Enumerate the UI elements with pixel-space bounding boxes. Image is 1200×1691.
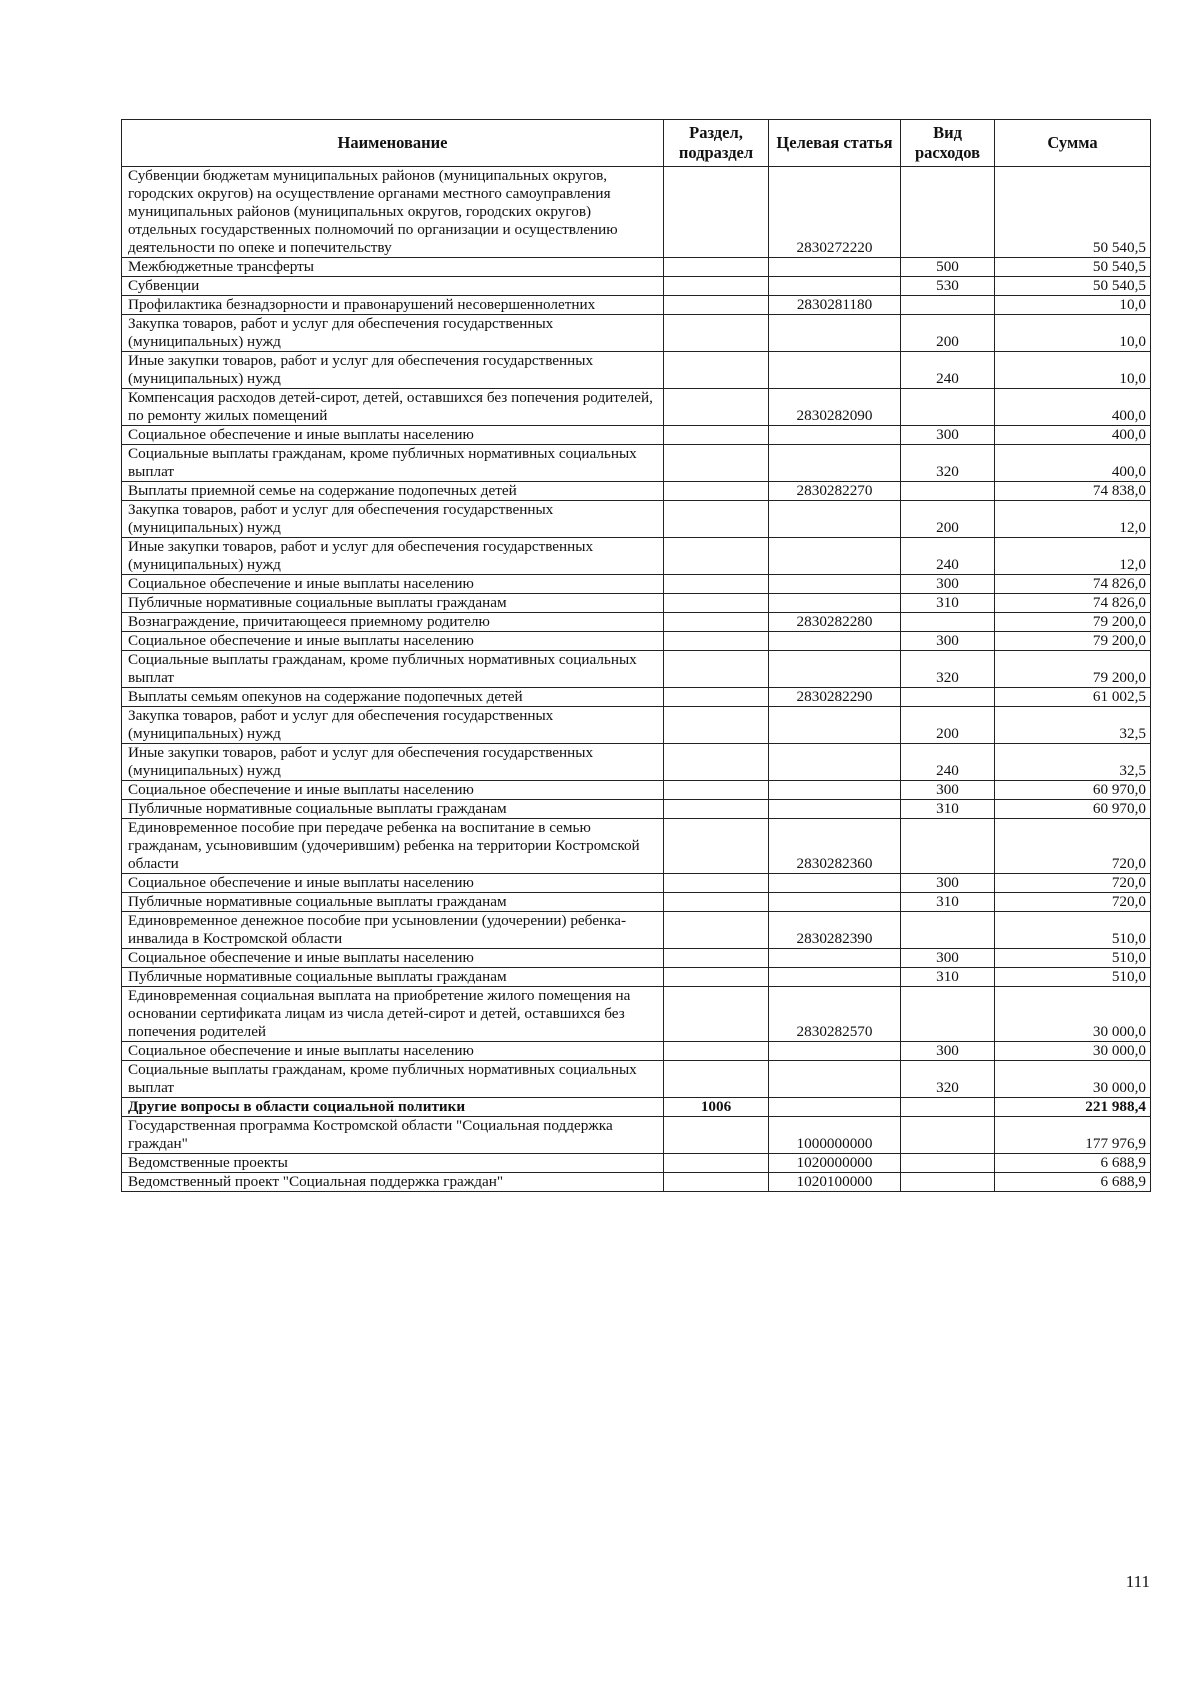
- cell-amount: 32,5: [995, 744, 1151, 781]
- cell-target: 2830282570: [769, 987, 901, 1042]
- table-row: [122, 688, 1151, 707]
- cell-name: Ведомственные проекты: [122, 1154, 664, 1173]
- cell-section: [664, 613, 769, 632]
- cell-target: [769, 1061, 901, 1098]
- cell-amount: 720,0: [995, 819, 1151, 874]
- cell-amount: 6 688,9: [995, 1173, 1151, 1192]
- cell-section: [664, 389, 769, 426]
- table-row: [122, 987, 1151, 1042]
- cell-section: [664, 707, 769, 744]
- cell-name: Выплаты семьям опекунов на содержание подопечных детей: [122, 688, 664, 707]
- table-row: [122, 651, 1151, 688]
- cell-expense-type: 240: [901, 538, 995, 575]
- header-expense-type: Вид расходов: [901, 120, 995, 167]
- cell-expense-type: 300: [901, 575, 995, 594]
- cell-expense-type: [901, 167, 995, 258]
- cell-target: [769, 632, 901, 651]
- cell-expense-type: 310: [901, 893, 995, 912]
- cell-expense-type: [901, 987, 995, 1042]
- cell-target: [769, 501, 901, 538]
- cell-name: Закупка товаров, работ и услуг для обеспечения государственных (муниципальных) нужд: [122, 315, 664, 352]
- cell-expense-type: 300: [901, 949, 995, 968]
- table-row: [122, 352, 1151, 389]
- cell-name: Государственная программа Костромской области "Социальная поддержка граждан": [122, 1117, 664, 1154]
- cell-section: [664, 315, 769, 352]
- cell-section: [664, 575, 769, 594]
- cell-name: Социальное обеспечение и иные выплаты населению: [122, 575, 664, 594]
- table-body: [122, 167, 1151, 1192]
- cell-amount: 221 988,4: [995, 1098, 1151, 1117]
- cell-name: Субвенции: [122, 277, 664, 296]
- cell-section: [664, 968, 769, 987]
- cell-amount: 74 826,0: [995, 575, 1151, 594]
- cell-amount: 74 838,0: [995, 482, 1151, 501]
- cell-amount: 60 970,0: [995, 800, 1151, 819]
- table-row: [122, 632, 1151, 651]
- cell-expense-type: 300: [901, 781, 995, 800]
- cell-section: [664, 819, 769, 874]
- cell-target: [769, 426, 901, 445]
- cell-target: [769, 1042, 901, 1061]
- cell-name: Публичные нормативные социальные выплаты гражданам: [122, 968, 664, 987]
- cell-section: [664, 167, 769, 258]
- cell-amount: 720,0: [995, 893, 1151, 912]
- cell-target: 2830282360: [769, 819, 901, 874]
- table-row: [122, 389, 1151, 426]
- cell-section: [664, 987, 769, 1042]
- table-row: [122, 594, 1151, 613]
- cell-section: 1006: [664, 1098, 769, 1117]
- cell-target: [769, 575, 901, 594]
- cell-section: [664, 277, 769, 296]
- cell-expense-type: [901, 482, 995, 501]
- cell-amount: 30 000,0: [995, 1042, 1151, 1061]
- cell-target: [769, 893, 901, 912]
- header-target: Целевая статья: [769, 120, 901, 167]
- cell-section: [664, 445, 769, 482]
- cell-section: [664, 1061, 769, 1098]
- cell-target: 2830282280: [769, 613, 901, 632]
- cell-expense-type: 310: [901, 800, 995, 819]
- cell-expense-type: [901, 1154, 995, 1173]
- table-row: [122, 1042, 1151, 1061]
- cell-expense-type: 300: [901, 426, 995, 445]
- cell-section: [664, 1173, 769, 1192]
- cell-section: [664, 594, 769, 613]
- table-row: [122, 575, 1151, 594]
- table-row: [122, 893, 1151, 912]
- cell-expense-type: 200: [901, 707, 995, 744]
- table-row: [122, 707, 1151, 744]
- cell-section: [664, 538, 769, 575]
- cell-expense-type: 310: [901, 594, 995, 613]
- cell-expense-type: 320: [901, 1061, 995, 1098]
- table-row: [122, 912, 1151, 949]
- cell-target: [769, 315, 901, 352]
- cell-target: [769, 781, 901, 800]
- cell-target: 2830282390: [769, 912, 901, 949]
- table-row: [122, 949, 1151, 968]
- cell-name: Публичные нормативные социальные выплаты гражданам: [122, 893, 664, 912]
- cell-amount: 12,0: [995, 538, 1151, 575]
- cell-section: [664, 874, 769, 893]
- cell-amount: 510,0: [995, 968, 1151, 987]
- cell-section: [664, 258, 769, 277]
- cell-section: [664, 1154, 769, 1173]
- table-row: [122, 538, 1151, 575]
- table-row: [122, 744, 1151, 781]
- cell-expense-type: 310: [901, 968, 995, 987]
- cell-target: 2830272220: [769, 167, 901, 258]
- cell-expense-type: 500: [901, 258, 995, 277]
- cell-name: Социальное обеспечение и иные выплаты населению: [122, 781, 664, 800]
- table-row: [122, 613, 1151, 632]
- cell-name: Другие вопросы в области социальной политики: [122, 1098, 664, 1117]
- cell-expense-type: [901, 296, 995, 315]
- cell-target: [769, 277, 901, 296]
- table-row: [122, 258, 1151, 277]
- cell-amount: 10,0: [995, 296, 1151, 315]
- cell-amount: 60 970,0: [995, 781, 1151, 800]
- cell-name: Вознаграждение, причитающееся приемному родителю: [122, 613, 664, 632]
- cell-amount: 74 826,0: [995, 594, 1151, 613]
- cell-section: [664, 688, 769, 707]
- cell-name: Иные закупки товаров, работ и услуг для обеспечения государственных (муниципальных) нужд: [122, 744, 664, 781]
- table-row: [122, 445, 1151, 482]
- table-row: [122, 1117, 1151, 1154]
- cell-name: Закупка товаров, работ и услуг для обеспечения государственных (муниципальных) нужд: [122, 501, 664, 538]
- cell-amount: 10,0: [995, 352, 1151, 389]
- cell-amount: 400,0: [995, 445, 1151, 482]
- cell-amount: 10,0: [995, 315, 1151, 352]
- cell-expense-type: 320: [901, 651, 995, 688]
- cell-target: [769, 651, 901, 688]
- cell-target: [769, 949, 901, 968]
- cell-section: [664, 426, 769, 445]
- cell-amount: 79 200,0: [995, 613, 1151, 632]
- cell-name: Социальное обеспечение и иные выплаты населению: [122, 874, 664, 893]
- table-row: [122, 819, 1151, 874]
- cell-expense-type: [901, 1117, 995, 1154]
- cell-name: Социальное обеспечение и иные выплаты населению: [122, 426, 664, 445]
- cell-amount: 400,0: [995, 426, 1151, 445]
- cell-expense-type: 200: [901, 315, 995, 352]
- table-row: [122, 968, 1151, 987]
- cell-name: Социальное обеспечение и иные выплаты населению: [122, 949, 664, 968]
- cell-amount: 510,0: [995, 912, 1151, 949]
- cell-target: [769, 1098, 901, 1117]
- header-name: Наименование: [122, 120, 664, 167]
- cell-target: 1020100000: [769, 1173, 901, 1192]
- table-header-row: [122, 120, 1151, 167]
- cell-section: [664, 912, 769, 949]
- cell-amount: 177 976,9: [995, 1117, 1151, 1154]
- cell-section: [664, 501, 769, 538]
- table-row: [122, 800, 1151, 819]
- cell-name: Социальные выплаты гражданам, кроме публичных нормативных социальных выплат: [122, 651, 664, 688]
- cell-amount: 12,0: [995, 501, 1151, 538]
- cell-expense-type: 300: [901, 1042, 995, 1061]
- cell-target: [769, 594, 901, 613]
- cell-expense-type: 530: [901, 277, 995, 296]
- cell-expense-type: 240: [901, 744, 995, 781]
- cell-section: [664, 482, 769, 501]
- cell-target: [769, 352, 901, 389]
- cell-section: [664, 352, 769, 389]
- table-row: [122, 1061, 1151, 1098]
- cell-name: Социальные выплаты гражданам, кроме публичных нормативных социальных выплат: [122, 1061, 664, 1098]
- cell-name: Социальное обеспечение и иные выплаты населению: [122, 1042, 664, 1061]
- cell-name: Публичные нормативные социальные выплаты гражданам: [122, 800, 664, 819]
- cell-target: [769, 707, 901, 744]
- cell-amount: 30 000,0: [995, 987, 1151, 1042]
- cell-expense-type: 240: [901, 352, 995, 389]
- cell-name: Иные закупки товаров, работ и услуг для обеспечения государственных (муниципальных) нужд: [122, 538, 664, 575]
- cell-target: [769, 744, 901, 781]
- cell-amount: 50 540,5: [995, 258, 1151, 277]
- cell-name: Единовременное пособие при передаче ребенка на воспитание в семью гражданам, усыновившим (удочерившим) ребенка на территории Костромской области: [122, 819, 664, 874]
- cell-expense-type: 200: [901, 501, 995, 538]
- cell-section: [664, 781, 769, 800]
- cell-name: Межбюджетные трансферты: [122, 258, 664, 277]
- cell-target: 2830281180: [769, 296, 901, 315]
- cell-section: [664, 1117, 769, 1154]
- cell-name: Выплаты приемной семье на содержание подопечных детей: [122, 482, 664, 501]
- cell-section: [664, 949, 769, 968]
- cell-target: 2830282270: [769, 482, 901, 501]
- cell-target: 2830282090: [769, 389, 901, 426]
- cell-amount: 30 000,0: [995, 1061, 1151, 1098]
- cell-section: [664, 744, 769, 781]
- cell-amount: 400,0: [995, 389, 1151, 426]
- cell-section: [664, 800, 769, 819]
- cell-amount: 50 540,5: [995, 277, 1151, 296]
- cell-name: Закупка товаров, работ и услуг для обеспечения государственных (муниципальных) нужд: [122, 707, 664, 744]
- table-row: [122, 1098, 1151, 1117]
- cell-section: [664, 651, 769, 688]
- table-row: [122, 1154, 1151, 1173]
- table-row: [122, 277, 1151, 296]
- cell-name: Единовременное денежное пособие при усыновлении (удочерении) ребенка-инвалида в Костромской области: [122, 912, 664, 949]
- table-row: [122, 296, 1151, 315]
- cell-amount: 50 540,5: [995, 167, 1151, 258]
- cell-name: Компенсация расходов детей-сирот, детей, оставшихся без попечения родителей, по ремонту жилых помещений: [122, 389, 664, 426]
- cell-target: 2830282290: [769, 688, 901, 707]
- table-row: [122, 482, 1151, 501]
- table-row: [122, 874, 1151, 893]
- cell-expense-type: [901, 389, 995, 426]
- table-row: [122, 426, 1151, 445]
- cell-name: Иные закупки товаров, работ и услуг для обеспечения государственных (муниципальных) нужд: [122, 352, 664, 389]
- cell-target: [769, 258, 901, 277]
- cell-target: [769, 874, 901, 893]
- page-number: 111: [1125, 1572, 1150, 1591]
- cell-amount: 510,0: [995, 949, 1151, 968]
- cell-name: Единовременная социальная выплата на приобретение жилого помещения на основании сертификата лицам из числа детей-сирот и детей, оставшихся без попечения родителей: [122, 987, 664, 1042]
- table-row: [122, 501, 1151, 538]
- cell-amount: 720,0: [995, 874, 1151, 893]
- cell-section: [664, 296, 769, 315]
- cell-target: [769, 538, 901, 575]
- header-amount: Сумма: [995, 120, 1151, 167]
- cell-expense-type: [901, 688, 995, 707]
- cell-name: Профилактика безнадзорности и правонарушений несовершеннолетних: [122, 296, 664, 315]
- cell-section: [664, 893, 769, 912]
- cell-target: [769, 800, 901, 819]
- cell-target: [769, 968, 901, 987]
- cell-expense-type: 300: [901, 874, 995, 893]
- cell-section: [664, 1042, 769, 1061]
- cell-target: [769, 445, 901, 482]
- cell-expense-type: [901, 819, 995, 874]
- cell-amount: 79 200,0: [995, 651, 1151, 688]
- cell-name: Публичные нормативные социальные выплаты гражданам: [122, 594, 664, 613]
- table-row: [122, 1173, 1151, 1192]
- cell-name: Социальное обеспечение и иные выплаты населению: [122, 632, 664, 651]
- cell-target: 1000000000: [769, 1117, 901, 1154]
- cell-amount: 6 688,9: [995, 1154, 1151, 1173]
- cell-expense-type: 320: [901, 445, 995, 482]
- header-section: Раздел, подраздел: [664, 120, 769, 167]
- cell-amount: 79 200,0: [995, 632, 1151, 651]
- budget-table: [121, 119, 1151, 1192]
- cell-expense-type: [901, 912, 995, 949]
- cell-expense-type: [901, 1098, 995, 1117]
- cell-name: Субвенции бюджетам муниципальных районов (муниципальных округов, городских округов) на осуществление органами местного самоуправления муниципальных районов (муниципальных округов, городских округов) отдельных государственных полномочий по организации и осуществлению деятельности по опеке и попечительству: [122, 167, 664, 258]
- cell-name: Социальные выплаты гражданам, кроме публичных нормативных социальных выплат: [122, 445, 664, 482]
- cell-amount: 61 002,5: [995, 688, 1151, 707]
- cell-name: Ведомственный проект "Социальная поддержка граждан": [122, 1173, 664, 1192]
- cell-amount: 32,5: [995, 707, 1151, 744]
- cell-expense-type: 300: [901, 632, 995, 651]
- cell-target: 1020000000: [769, 1154, 901, 1173]
- cell-section: [664, 632, 769, 651]
- table-row: [122, 167, 1151, 258]
- table-row: [122, 315, 1151, 352]
- cell-expense-type: [901, 1173, 995, 1192]
- table-row: [122, 781, 1151, 800]
- cell-expense-type: [901, 613, 995, 632]
